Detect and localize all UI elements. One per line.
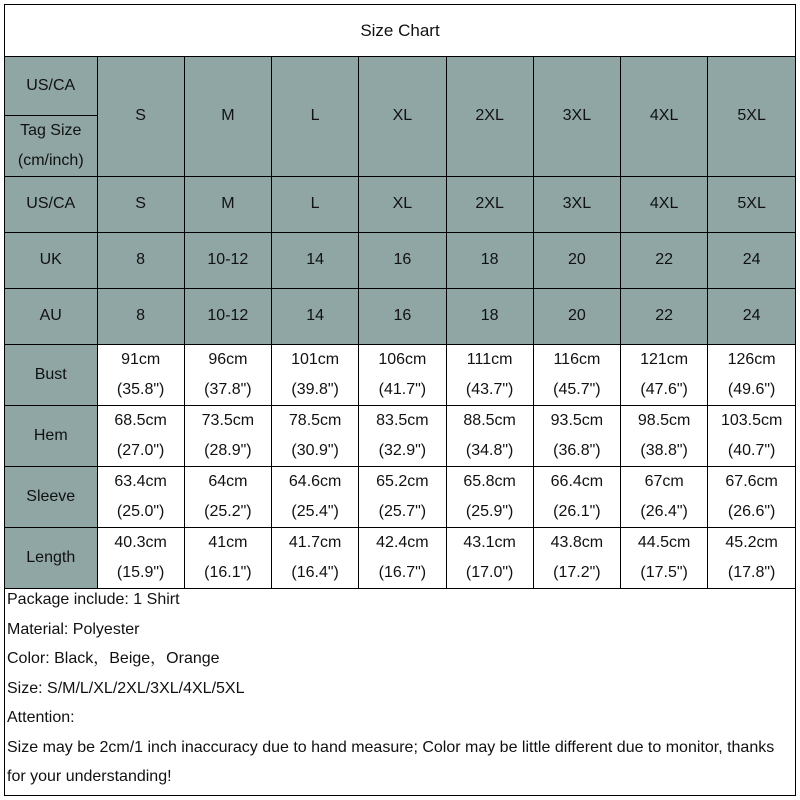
table-cell: L [272,176,359,232]
inch-value: (17.5") [640,563,688,581]
inch-value: (28.9") [204,441,252,459]
package-note: Package include: 1 Shirt [7,591,180,608]
header-size-cell: M [184,57,271,176]
table-cell [446,527,533,588]
row-label: Hem [5,405,97,466]
table-cell [533,527,620,588]
table-cell [708,527,795,588]
table-cell [621,466,708,527]
inch-value: (26.6") [727,502,776,520]
size-note: Size: S/M/L/XL/2XL/3XL/4XL/5XL [7,679,245,697]
inch-value: (39.8") [291,380,339,398]
cm-value: 126cm [727,350,776,368]
cm-value: 91cm [121,350,161,368]
table-cell [533,466,620,527]
header-size-cell: L [272,57,359,176]
table-cell: 18 [446,232,533,288]
inch-value: (26.4") [640,502,688,520]
header-row [5,57,795,115]
attention-label: Attention: [7,709,75,726]
material-note: Material: Polyester [7,620,140,638]
tag-size-label: Tag Size [20,121,82,139]
inch-value: (38.8") [640,441,688,459]
tag-unit-label: (cm/inch) [17,151,84,169]
table-cell [184,527,271,588]
table-cell: 16 [359,232,446,288]
cm-value: 98.5cm [637,411,691,429]
table-cell: 14 [272,232,359,288]
inch-value: (26.1") [553,502,601,520]
inch-value: (40.7") [727,441,776,459]
header-us-ca-cell: US/CA [5,57,97,115]
inch-value: (16.4") [291,563,339,581]
inch-value: (43.7") [465,380,514,398]
inch-value: (36.8") [553,441,601,459]
inch-value: (27.0") [116,441,165,459]
table-cell [359,344,446,405]
cm-value: 42.4cm [376,533,429,551]
cm-value: 64cm [208,472,248,490]
table-cell: 8 [97,288,184,344]
table-cell: 4XL [621,176,708,232]
size-table [5,57,795,589]
cm-value: 41cm [208,533,248,551]
inch-value: (32.9") [378,441,427,459]
table-cell: 24 [708,232,795,288]
header-size-cell: 2XL [446,57,533,176]
table-cell: 10-12 [184,288,271,344]
table-row [5,527,795,588]
cm-value: 44.5cm [637,533,691,551]
table-row [5,344,795,405]
inch-value: (49.6") [727,380,776,398]
table-cell [184,466,271,527]
inch-value: (17.0") [465,563,514,581]
inch-value: (47.6") [640,380,688,398]
table-cell [446,405,533,466]
table-cell [708,405,795,466]
cm-value: 78.5cm [288,411,342,429]
table-cell [533,344,620,405]
table-cell [533,405,620,466]
inch-value: (16.1") [204,563,252,581]
inch-value: (45.7") [553,380,601,398]
cm-value: 93.5cm [550,411,604,429]
table-cell [708,466,795,527]
table-cell [621,405,708,466]
table-cell [359,405,446,466]
table-cell: S [97,176,184,232]
cm-value: 103.5cm [720,411,783,429]
row-label: AU [5,288,97,344]
table-cell: 24 [708,288,795,344]
row-label: Sleeve [5,466,97,527]
cm-value: 65.8cm [463,472,516,490]
inch-value: (17.8") [727,563,776,581]
table-cell [97,527,184,588]
table-cell: 22 [621,288,708,344]
cm-value: 67.6cm [725,472,778,490]
cm-value: 121cm [640,350,689,368]
table-cell [272,527,359,588]
table-cell [97,466,184,527]
inch-value: (37.8") [204,380,252,398]
table-cell: 5XL [708,176,795,232]
table-cell: 14 [272,288,359,344]
header-tag-size-cell [5,115,97,176]
cm-value: 73.5cm [201,411,255,429]
cm-value: 111cm [466,350,513,368]
row-label: Length [5,527,97,588]
row-label: Bust [5,344,97,405]
inch-value: (16.7") [378,563,427,581]
cm-value: 40.3cm [114,533,167,551]
inch-value: (25.7") [378,502,427,520]
cm-value: 116cm [553,350,601,368]
table-cell [621,344,708,405]
header-size-cell: S [97,57,184,176]
inch-value: (41.7") [378,380,427,398]
table-row [5,288,795,344]
table-cell: 8 [97,232,184,288]
table-cell [184,405,271,466]
color-note: Color: Black，Beige，Orange [7,650,220,667]
table-cell [272,344,359,405]
inch-value: (34.8") [465,441,514,459]
inch-value: (30.9") [291,441,339,459]
header-size-cell: XL [359,57,446,176]
cm-value: 83.5cm [376,411,429,429]
table-row [5,176,795,232]
table-cell: 16 [359,288,446,344]
table-cell: 2XL [446,176,533,232]
cm-value: 43.8cm [550,533,604,551]
table-cell [708,344,795,405]
inch-value: (35.8") [116,380,165,398]
table-cell: 10-12 [184,232,271,288]
table-cell [97,344,184,405]
cm-value: 106cm [378,350,427,368]
cm-value: 64.6cm [288,472,342,490]
chart-title: Size Chart [5,5,795,57]
table-cell [97,405,184,466]
cm-value: 96cm [208,350,248,368]
inch-value: (25.9") [465,502,514,520]
inch-value: (25.4") [291,502,339,520]
notes-section [7,585,792,792]
table-row [5,466,795,527]
cm-value: 45.2cm [725,533,778,551]
header-size-cell: 3XL [533,57,620,176]
table-cell [184,344,271,405]
table-cell [359,466,446,527]
inch-value: (25.0") [116,502,165,520]
table-cell: 20 [533,232,620,288]
inch-value: (17.2") [553,563,601,581]
row-label: UK [5,232,97,288]
inch-value: (15.9") [116,563,165,581]
table-cell: M [184,176,271,232]
table-cell [272,405,359,466]
disclaimer-note: Size may be 2cm/1 inch inaccuracy due to hand measure; Color may be little different due to monitor, thanks for your understanding! [7,738,775,785]
size-chart [4,4,796,796]
table-cell: 22 [621,232,708,288]
inch-value: (25.2") [204,502,252,520]
table-row [5,232,795,288]
cm-value: 101cm [291,350,340,368]
cm-value: 65.2cm [376,472,429,490]
table-cell [272,466,359,527]
table-cell [446,344,533,405]
header-size-cell: 4XL [621,57,708,176]
cm-value: 68.5cm [114,411,167,429]
table-cell: XL [359,176,446,232]
cm-value: 63.4cm [114,472,167,490]
cm-value: 41.7cm [288,533,342,551]
table-cell [446,466,533,527]
cm-value: 66.4cm [550,472,604,490]
row-label: US/CA [5,176,97,232]
table-cell: 3XL [533,176,620,232]
cm-value: 43.1cm [463,533,516,551]
table-cell [621,527,708,588]
table-cell: 20 [533,288,620,344]
cm-value: 88.5cm [463,411,516,429]
table-row [5,405,795,466]
header-size-cell: 5XL [708,57,795,176]
cm-value: 67cm [644,472,684,490]
table-cell [359,527,446,588]
table-cell: 18 [446,288,533,344]
